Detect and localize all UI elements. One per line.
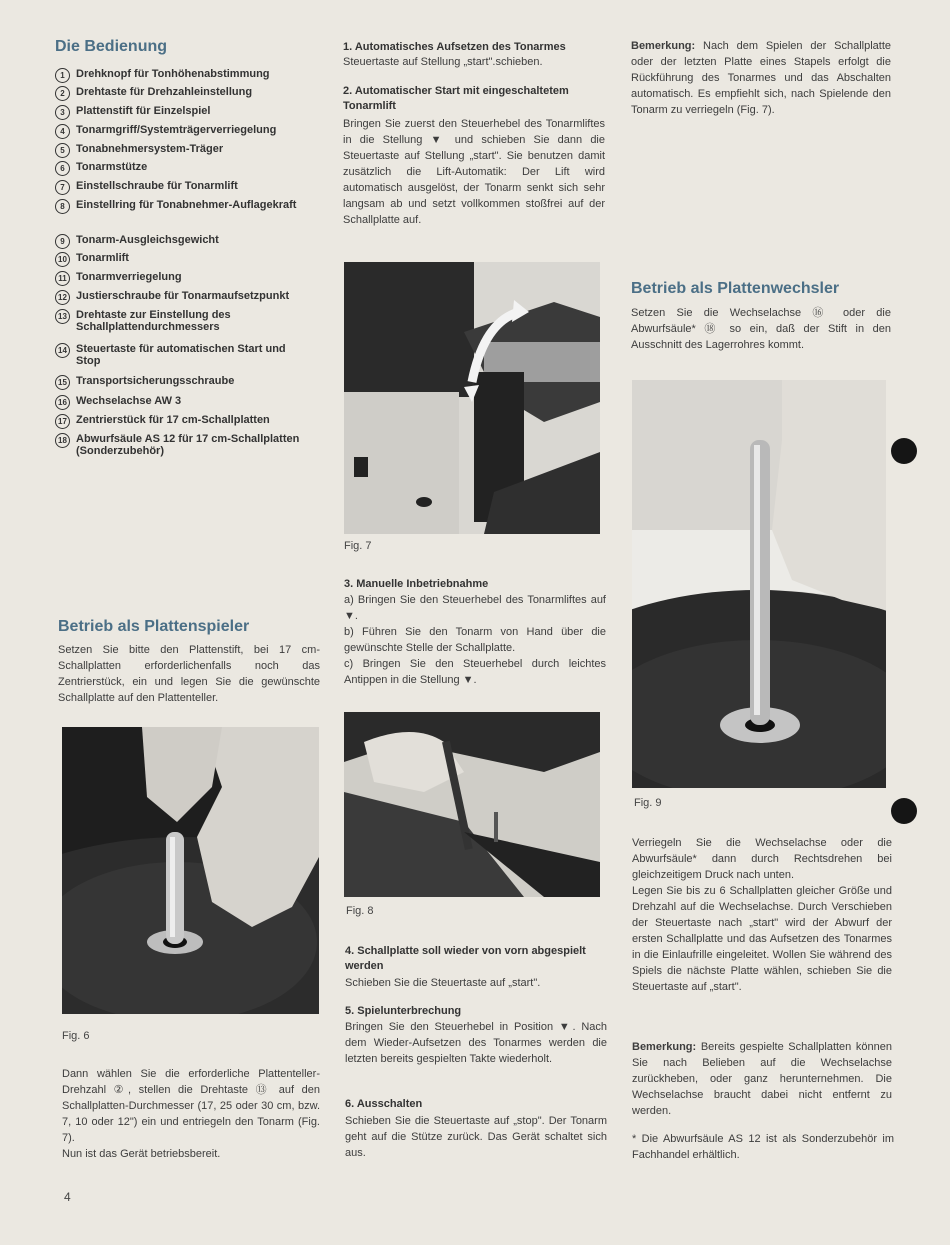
legend-text: Tonabnehmersystem-Träger bbox=[76, 143, 224, 155]
fig8-caption: Fig. 8 bbox=[346, 905, 374, 917]
fig7-caption: Fig. 7 bbox=[344, 540, 372, 552]
legend-item bbox=[55, 161, 301, 176]
section3-title: 3. Manuelle Inbetriebnahme bbox=[344, 578, 489, 590]
legend-number: 12 bbox=[55, 290, 70, 305]
legend-number: 2 bbox=[55, 86, 70, 101]
legend-text: Drehtaste zur Einstellung des Schallplattendurchmessers bbox=[76, 309, 231, 333]
legend-number: 1 bbox=[55, 68, 70, 83]
legend-number: 16 bbox=[55, 395, 70, 410]
legend-number: 11 bbox=[55, 271, 70, 286]
fig6-photo bbox=[62, 727, 319, 1014]
legend-text: Drehknopf für Tonhöhenabstimmung bbox=[76, 68, 270, 80]
legend-item bbox=[55, 252, 301, 267]
legend-text: Zentrierstück für 17 cm-Schallplatten bbox=[76, 414, 270, 426]
fig9-caption: Fig. 9 bbox=[634, 797, 662, 809]
section6-title: 6. Ausschalten bbox=[345, 1098, 423, 1110]
note1-text: Nach dem Spielen der Schallplatte oder der letzten Platte eines Stapels erfolgt die Rückführung des Tonarmes und das Abschalten automatisch. Es empfiehlt sich, nach Spielende den Tonarm zu verriegeln (Fig. 7). bbox=[631, 40, 891, 116]
legend-text: Tonarmgriff/Systemträgerverriegelung bbox=[76, 124, 277, 136]
legend-item bbox=[55, 124, 301, 139]
note1 bbox=[631, 38, 891, 118]
stack-text: Legen Sie bis zu 6 Schallplatten gleicher Größe und Drehzahl auf die Wechselachse. Durch Verschieben der Steuertaste nach „start" wird der Abwurf der ersten Schallplatte und das Aufsetzen des Tonarmes in die Einlaufrille eingeleitet. Wollen Sie während des Spiels die nächste Platte wählen, schieben Sie die Steuertaste auf „start". bbox=[632, 885, 892, 993]
legend-text: Justierschraube für Tonarmaufsetzpunkt bbox=[76, 290, 290, 302]
note2 bbox=[632, 1039, 892, 1119]
section1-text: Steuertaste auf Stellung „start".schieben. bbox=[343, 56, 543, 68]
binder-hole-bottom bbox=[891, 798, 917, 824]
binder-hole-top bbox=[891, 438, 917, 464]
fig9-photo bbox=[632, 380, 886, 788]
legend-text: Tonarm-Ausgleichsgewicht bbox=[76, 234, 219, 246]
legend-number: 10 bbox=[55, 252, 70, 267]
page-number: 4 bbox=[64, 1190, 71, 1204]
legend-number: 4 bbox=[55, 124, 70, 139]
note1-label: Bemerkung: bbox=[631, 40, 696, 52]
legend-text: Tonarmstütze bbox=[76, 161, 148, 173]
note2-text: Bereits gespielte Schallplatten können Sie nach Belieben auf die Wechselachse zurückheben, oder ganz herunternehmen. Die Wechselachse braucht dabei nicht entfernt zu werden. bbox=[632, 1041, 892, 1117]
section3-c: c) Bringen Sie den Steuerhebel durch leichtes Antippen in die Stellung ▼. bbox=[344, 658, 606, 686]
section2-text: Bringen Sie zuerst den Steuerhebel des Tonarmliftes in die Stellung ▼ und schieben Sie dann die Steuertaste auf Stellung „start". Sie benutzen damit zusätzlich die Lift-Automatik: Der Lift wird automatisch ausgelöst, der Tonarm senkt sich sehr langsam ab und setzt vollkommen stoßfrei auf der Schallplatte auf. bbox=[343, 118, 605, 226]
fig6-caption: Fig. 6 bbox=[62, 1030, 90, 1042]
betrieb-plattenspieler-text: Setzen Sie bitte den Plattenstift, bei 17 cm-Schallplatten erforderlichenfalls noch das Zentrierstück, ein und legen Sie die gewünschte Schallplatte auf den Plattenteller. bbox=[58, 644, 320, 704]
legend-number: 5 bbox=[55, 143, 70, 158]
legend-number: 18 bbox=[55, 433, 70, 448]
legend-text: Drehtaste für Drehzahleinstellung bbox=[76, 86, 253, 98]
legend-item bbox=[55, 234, 301, 249]
ready-text: Nun ist das Gerät betriebsbereit. bbox=[62, 1148, 221, 1160]
legend-item bbox=[55, 395, 301, 410]
legend-item bbox=[55, 290, 301, 305]
legend-item bbox=[55, 271, 301, 286]
legend-text: Steuertaste für automatischen Start und Stop bbox=[76, 343, 286, 367]
legend-text: Tonarmverriegelung bbox=[76, 271, 182, 283]
legend-number: 17 bbox=[55, 414, 70, 429]
section3-b: b) Führen Sie den Tonarm von Hand über die gewünschte Stelle der Schallplatte. bbox=[344, 626, 606, 654]
section2-title: 2. Automatischer Start mit eingeschaltetem Tonarmlift bbox=[343, 85, 569, 112]
legend-item bbox=[55, 433, 301, 457]
legend-text: Einstellring für Tonabnehmer-Auflagekraft bbox=[76, 199, 297, 211]
section6-text: Schieben Sie die Steuertaste auf „stop". Der Tonarm geht auf die Stütze zurück. Das Gerät schaltet sich aus. bbox=[345, 1115, 607, 1159]
fig6-illustration bbox=[62, 727, 319, 1014]
section5-text: Bringen Sie den Steuerhebel in Position ▼. Nach dem Wieder-Aufsetzen des Tonarmes werden die letzten bereits gespielten Takte wiederholt. bbox=[345, 1021, 607, 1065]
fig7-illustration bbox=[344, 262, 600, 534]
after-fig9-text: Verriegeln Sie die Wechselachse oder die Abwurfsäule* dann durch Rechtsdrehen bei gleichzeitigem Druck nach unten. bbox=[632, 837, 892, 881]
legend-item bbox=[55, 143, 301, 158]
fig9-illustration bbox=[632, 380, 886, 788]
legend-item bbox=[55, 180, 301, 195]
footnote: * Die Abwurfsäule AS 12 ist als Sonderzubehör im Fachhandel erhältlich. bbox=[632, 1133, 894, 1161]
legend-text: Plattenstift für Einzelspiel bbox=[76, 105, 211, 117]
legend-number: 14 bbox=[55, 343, 70, 358]
legend-item bbox=[55, 309, 301, 333]
legend-item bbox=[55, 105, 301, 120]
fig8-illustration bbox=[344, 712, 600, 897]
legend-item bbox=[55, 343, 301, 367]
legend-text: Wechselachse AW 3 bbox=[76, 395, 182, 407]
legend-item bbox=[55, 414, 301, 429]
fig8-photo bbox=[344, 712, 600, 897]
section4-text: Schieben Sie die Steuertaste auf „start". bbox=[345, 977, 541, 989]
legend-number: 9 bbox=[55, 234, 70, 249]
legend-number: 8 bbox=[55, 199, 70, 214]
legend-item bbox=[55, 199, 301, 214]
legend-number: 13 bbox=[55, 309, 70, 324]
section1-title: 1. Automatisches Aufsetzen des Tonarmes bbox=[343, 41, 566, 53]
legend-item bbox=[55, 375, 301, 390]
note2-label: Bemerkung: bbox=[632, 1041, 697, 1053]
legend-item bbox=[55, 68, 301, 83]
legend-text: Tonarmlift bbox=[76, 252, 129, 264]
bedienung-heading: Die Bedienung bbox=[55, 38, 168, 55]
betrieb-plattenspieler-heading: Betrieb als Plattenspieler bbox=[58, 618, 250, 635]
fig7-photo bbox=[344, 262, 600, 534]
legend-item bbox=[55, 86, 301, 101]
legend-text: Abwurfsäule AS 12 für 17 cm-Schallplatten (Sonderzubehör) bbox=[76, 433, 300, 457]
legend-text: Einstellschraube für Tonarmlift bbox=[76, 180, 238, 192]
betrieb-plattenwechsler-heading: Betrieb als Plattenwechsler bbox=[631, 280, 840, 297]
legend-number: 7 bbox=[55, 180, 70, 195]
legend-number: 6 bbox=[55, 161, 70, 176]
section4-title: 4. Schallplatte soll wieder von vorn abgespielt werden bbox=[345, 945, 586, 972]
after-fig6-text: Dann wählen Sie die erforderliche Plattenteller-Drehzahl ②, stellen die Drehtaste ⑬ auf den Schallplatten-Durchmesser (17, 25 oder 30 cm, bzw. 7, 10 oder 12") ein und entriegeln den Tonarm (Fig. 7). bbox=[62, 1068, 320, 1144]
legend-text: Transportsicherungsschraube bbox=[76, 375, 235, 387]
section3-a: a) Bringen Sie den Steuerhebel des Tonarmliftes auf ▼. bbox=[344, 594, 606, 622]
legend-number: 15 bbox=[55, 375, 70, 390]
legend-number: 3 bbox=[55, 105, 70, 120]
section5-title: 5. Spielunterbrechung bbox=[345, 1005, 462, 1017]
wechsler-text: Setzen Sie die Wechselachse ⑯ oder die Abwurfsäule* ⑱ so ein, daß der Stift in den Ausschnitt des Lagerrohres kommt. bbox=[631, 307, 891, 351]
